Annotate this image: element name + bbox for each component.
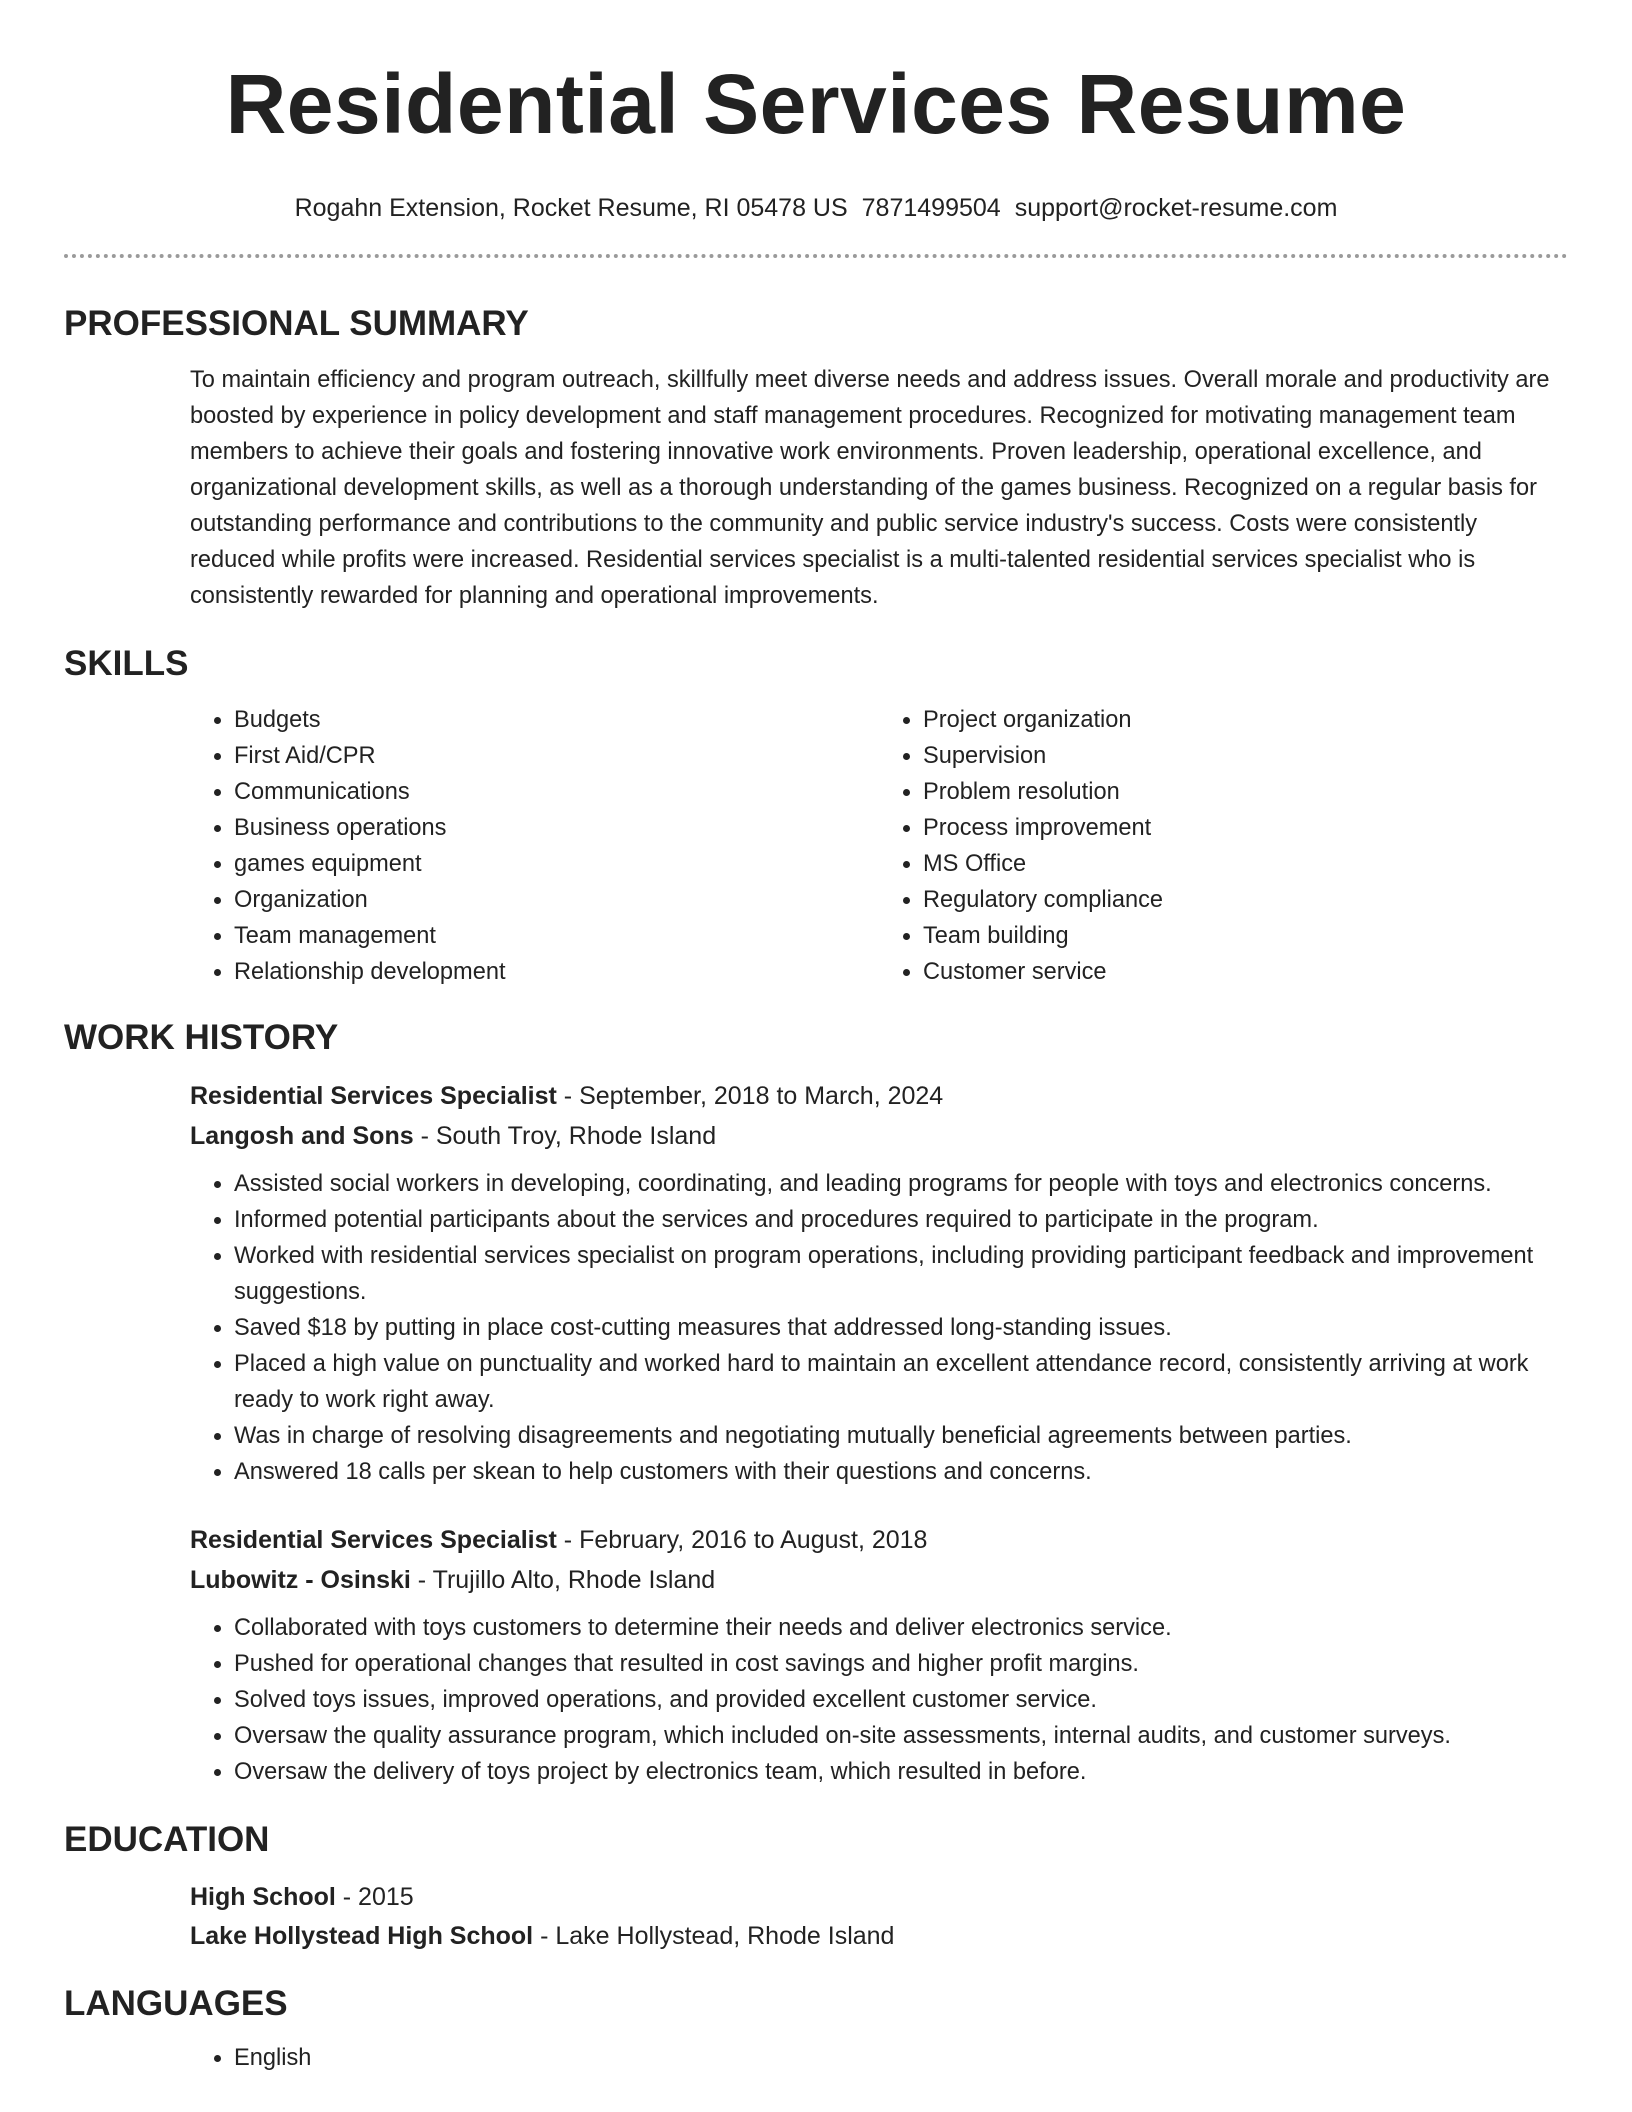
job-title-line [190, 1520, 1568, 1560]
contact-email: support@rocket-resume.com [1014, 194, 1338, 222]
education-location: - Lake Hollystead, Rhode Island [533, 1922, 895, 1950]
skill-item: • Team building [923, 918, 1568, 954]
job-bullet: • Assisted social workers in developing, coordinating, and leading programs for people with toys and electronics concerns. [234, 1166, 1568, 1202]
job-bullet: • Answered 18 calls per skean to help customers with their questions and concerns. [234, 1454, 1568, 1490]
job-bullet: • Worked with residential services specialist on program operations, including providing participant feedback and improvement suggestions. [234, 1238, 1568, 1310]
skill-item: • Process improvement [923, 810, 1568, 846]
page-title: Residential Services Resume [225, 57, 1407, 151]
contact-line [64, 192, 1568, 224]
job-location: - Trujillo Alto, Rhode Island [410, 1566, 716, 1594]
skill-item: • games equipment [234, 846, 879, 882]
job-company: Lubowitz - Osinski [190, 1566, 411, 1594]
work-history-section [64, 1016, 1568, 1790]
job-bullet: • Solved toys issues, improved operations, and provided excellent customer service. [234, 1682, 1568, 1718]
skills-heading: SKILLS [64, 644, 189, 683]
job-title: Residential Services Specialist [190, 1526, 557, 1554]
skill-item: • Relationship development [234, 954, 879, 990]
skill-item: • Budgets [234, 702, 879, 738]
job-bullet: • Saved $18 by putting in place cost-cutting measures that addressed long-standing issues. [234, 1310, 1568, 1346]
job-bullet: • Collaborated with toys customers to determine their needs and deliver electronics service. [234, 1610, 1568, 1646]
language-item: • English [234, 2040, 1568, 2076]
job-bullets [190, 1166, 1568, 1490]
summary-text: To maintain efficiency and program outreach, skillfully meet diverse needs and address issues. Overall morale and productivity are boosted by experience in policy development and staff management procedures. Recognized for motivating management team members to achieve their goals and fostering innovative work environments. Proven leadership, operational excellence, and organizational development skills, as well as a thorough understanding of the games business. Recognized on a regular basis for outstanding performance and contributions to the community and public service industry's success. Costs were consistently reduced while profits were increased. Residential services specialist is a multi-talented residential services specialist who is consistently rewarded for planning and operational improvements. [190, 367, 1550, 609]
job-bullet: • Placed a high value on punctuality and worked hard to maintain an excellent attendance record, consistently arriving at work ready to work right away. [234, 1346, 1568, 1418]
skill-item: • Communications [234, 774, 879, 810]
summary-heading: PROFESSIONAL SUMMARY [64, 304, 529, 343]
job-bullet: • Pushed for operational changes that resulted in cost savings and higher profit margins. [234, 1646, 1568, 1682]
skill-item: • Regulatory compliance [923, 882, 1568, 918]
skill-item: • Organization [234, 882, 879, 918]
job-title: Residential Services Specialist [190, 1082, 557, 1110]
skills-column-left [190, 702, 879, 990]
languages-section [64, 1982, 1568, 2076]
job-company-line [190, 1116, 1568, 1156]
job-bullets [190, 1610, 1568, 1790]
languages-list [190, 2040, 1568, 2076]
job-bullet: • Informed potential participants about the services and procedures required to participate in the program. [234, 1202, 1568, 1238]
job-company: Langosh and Sons [190, 1122, 414, 1150]
job-entry [190, 1520, 1568, 1790]
skill-item: • MS Office [923, 846, 1568, 882]
job-entry [190, 1076, 1568, 1490]
job-location: - South Troy, Rhode Island [413, 1122, 717, 1150]
job-company-line [190, 1560, 1568, 1600]
education-year: - 2015 [335, 1883, 414, 1911]
job-dates: - February, 2016 to August, 2018 [556, 1526, 928, 1554]
languages-heading: LANGUAGES [64, 1984, 288, 2023]
job-bullet: • Oversaw the delivery of toys project by electronics team, which resulted in before. [234, 1754, 1568, 1790]
education-school: Lake Hollystead High School [190, 1922, 534, 1950]
work-history-heading: WORK HISTORY [64, 1018, 339, 1057]
job-dates: - September, 2018 to March, 2024 [556, 1082, 944, 1110]
contact-address: Rogahn Extension, Rocket Resume, RI 05478 US [294, 194, 848, 222]
skills-grid [190, 702, 1568, 990]
skill-item: • Business operations [234, 810, 879, 846]
skill-item: • Customer service [923, 954, 1568, 990]
skill-item: • First Aid/CPR [234, 738, 879, 774]
contact-phone: 7871499504 [861, 194, 1001, 222]
summary-section [64, 302, 1568, 614]
education-degree: High School [190, 1883, 336, 1911]
skill-item: • Supervision [923, 738, 1568, 774]
education-school-line [190, 1917, 1568, 1956]
skill-item: • Problem resolution [923, 774, 1568, 810]
education-degree-line [190, 1878, 1568, 1917]
skill-item: • Team management [234, 918, 879, 954]
job-bullet: • Was in charge of resolving disagreements and negotiating mutually beneficial agreements between parties. [234, 1418, 1568, 1454]
education-section [64, 1818, 1568, 1956]
job-bullet: • Oversaw the quality assurance program, which included on-site assessments, internal audits, and customer surveys. [234, 1718, 1568, 1754]
header-divider [64, 254, 1568, 258]
job-title-line [190, 1076, 1568, 1116]
skill-item: • Project organization [923, 702, 1568, 738]
skills-column-right [879, 702, 1568, 990]
education-heading: EDUCATION [64, 1820, 270, 1859]
skills-section [64, 642, 1568, 990]
education-entry [190, 1878, 1568, 1956]
